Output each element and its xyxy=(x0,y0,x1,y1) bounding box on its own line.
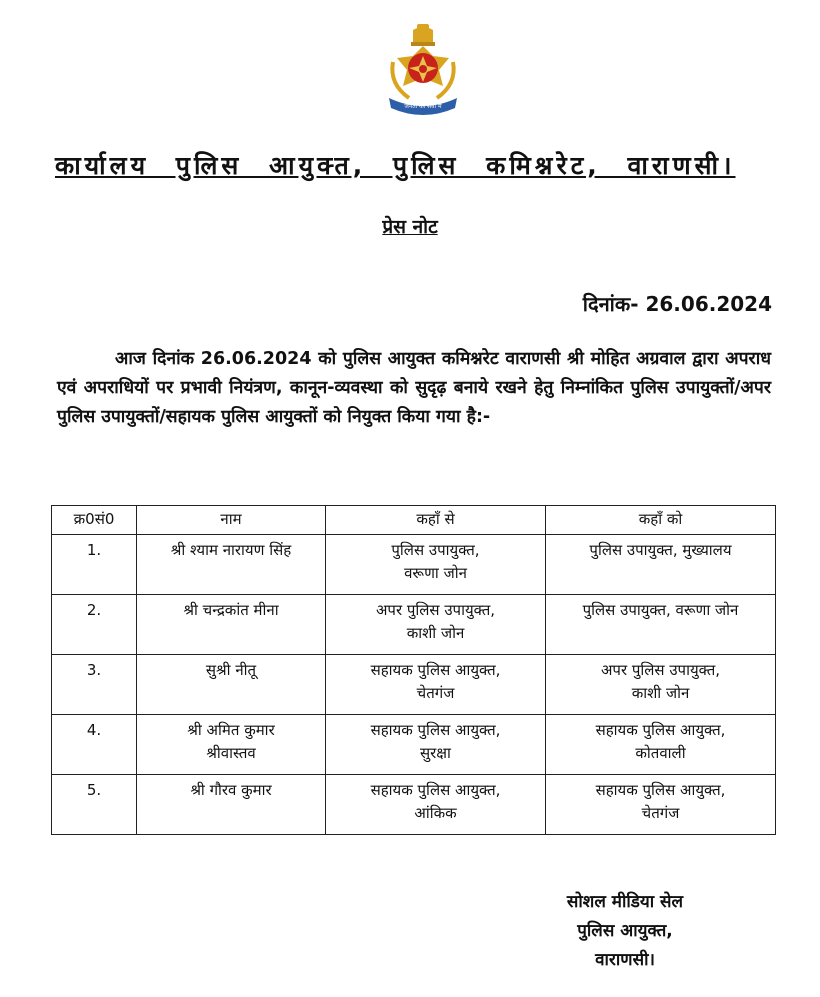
cell-from: सहायक पुलिस आयुक्त, आंकिक xyxy=(326,775,546,835)
cell-from: पुलिस उपायुक्त, वरूणा जोन xyxy=(326,535,546,595)
cell-from: सहायक पुलिस आयुक्त, सुरक्षा xyxy=(326,715,546,775)
signature-line-city: वाराणसी। xyxy=(595,950,655,970)
header-name: नाम xyxy=(137,506,326,535)
office-heading: कार्यालय पुलिस आयुक्त, पुलिस कमिश्नरेट, वाराणसी। xyxy=(55,151,736,180)
cell-serial: 3. xyxy=(52,655,137,715)
table-row xyxy=(52,595,776,655)
cell-name: श्री चन्द्रकांत मीना xyxy=(137,595,326,655)
header-to: कहाँ को xyxy=(546,506,776,535)
signature-line-cell: सोशल मीडिया सेल xyxy=(566,892,684,912)
cell-to: सहायक पुलिस आयुक्त, चेतगंज xyxy=(546,775,776,835)
cell-serial: 4. xyxy=(52,715,137,775)
cell-serial: 5. xyxy=(52,775,137,835)
header-from: कहाँ से xyxy=(326,506,546,535)
press-note-title: प्रेस नोट xyxy=(382,216,438,238)
emblem-ribbon-text: जनता की सेवा में xyxy=(404,103,442,110)
body-paragraph: आज दिनांक 26.06.2024 को पुलिस आयुक्त कमिश्नरेट वाराणसी श्री मोहित अग्रवाल द्वारा अपराध एवं अपराधियों पर प्रभावी नियंत्रण, कानून-व्यवस्था को सुदृढ़ बनाये रखने हेतु निम्नांकित पुलिस उपायुक्तों/अपर पुलिस उपायुक्तों/सहायक पुलिस आयुक्तों को नियुक्त किया गया है:- xyxy=(57,349,771,427)
cell-serial: 2. xyxy=(52,595,137,655)
up-police-emblem-icon xyxy=(383,22,463,118)
table-row xyxy=(52,715,776,775)
table-header-row xyxy=(52,506,776,535)
header-serial: क्र0सं0 xyxy=(52,506,137,535)
cell-from: सहायक पुलिस आयुक्त, चेतगंज xyxy=(326,655,546,715)
cell-name: श्री गौरव कुमार xyxy=(137,775,326,835)
transfer-table xyxy=(51,505,776,835)
cell-to: पुलिस उपायुक्त, मुख्यालय xyxy=(546,535,776,595)
signature-block xyxy=(520,888,730,975)
cell-to: सहायक पुलिस आयुक्त, कोतवाली xyxy=(546,715,776,775)
cell-name: सुश्री नीतू xyxy=(137,655,326,715)
cell-to: पुलिस उपायुक्त, वरूणा जोन xyxy=(546,595,776,655)
cell-name: श्री अमित कुमार श्रीवास्तव xyxy=(137,715,326,775)
table-row xyxy=(52,535,776,595)
table-row xyxy=(52,655,776,715)
cell-from: अपर पुलिस उपायुक्त, काशी जोन xyxy=(326,595,546,655)
date-line: दिनांक- 26.06.2024 xyxy=(582,292,772,316)
table-row xyxy=(52,775,776,835)
cell-serial: 1. xyxy=(52,535,137,595)
cell-to: अपर पुलिस उपायुक्त, काशी जोन xyxy=(546,655,776,715)
signature-line-office: पुलिस आयुक्त, xyxy=(577,921,673,941)
cell-name: श्री श्याम नारायण सिंह xyxy=(137,535,326,595)
